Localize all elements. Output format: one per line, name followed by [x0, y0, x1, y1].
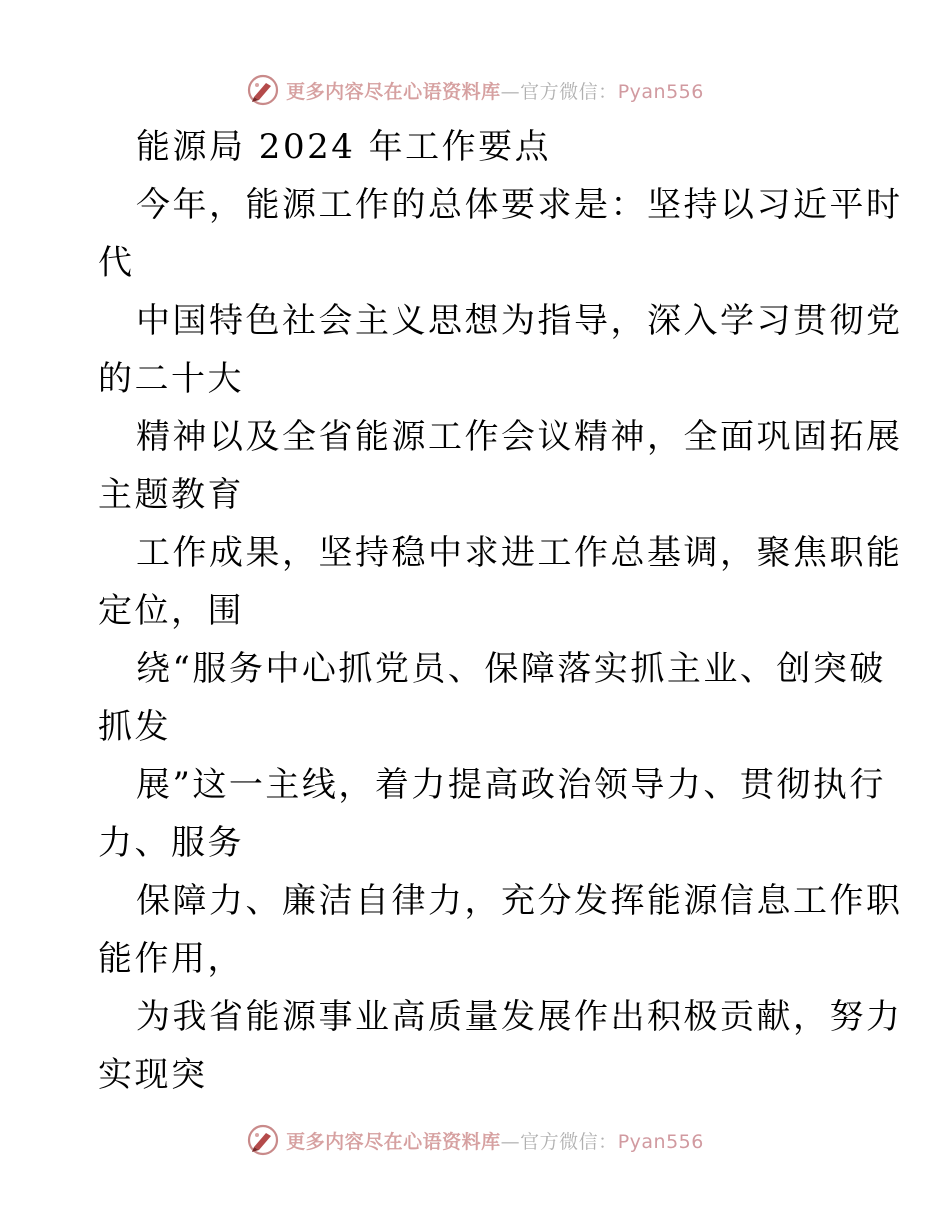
footer-banner-text — [286, 1127, 704, 1154]
banner-separator: — — [500, 1130, 521, 1153]
paragraph-line: 能作用， — [98, 939, 244, 979]
banner-wechat-id: Pyan556 — [617, 1130, 704, 1153]
document-body — [98, 118, 903, 1104]
paragraph-line: 绕“服务中心抓党员、保障落实抓主业、创突破 — [136, 649, 886, 689]
paragraph-line: 主题教育 — [98, 475, 244, 515]
banner-separator: — — [500, 80, 521, 103]
paragraph-line: 工作成果，坚持稳中求进工作总基调，聚焦职能 — [136, 533, 903, 573]
banner-official-label: 官方微信： — [520, 80, 618, 103]
footer-banner — [0, 1120, 950, 1160]
banner-main-text: 更多内容尽在心语资料库 — [286, 80, 501, 103]
paragraph-line: 抓发 — [98, 707, 171, 747]
banner-official-label: 官方微信： — [520, 1130, 618, 1153]
paragraph-line: 实现突 — [98, 1055, 208, 1095]
header-banner — [0, 70, 950, 110]
paragraph-line: 的二十大 — [98, 359, 244, 399]
pen-logo-icon — [246, 1123, 280, 1157]
paragraph-line: 展”这一主线，着力提高政治领导力、贯彻执行 — [136, 765, 886, 805]
document-title: 能源局 2024 年工作要点 — [136, 127, 552, 167]
paragraph-line: 保障力、廉洁自律力，充分发挥能源信息工作职 — [136, 881, 903, 921]
banner-main-text: 更多内容尽在心语资料库 — [286, 1130, 501, 1153]
paragraph-line: 为我省能源事业高质量发展作出积极贡献，努力 — [136, 997, 903, 1037]
footer-banner-inner — [246, 1123, 704, 1157]
paragraph-line: 今年，能源工作的总体要求是：坚持以习近平时 — [136, 185, 903, 225]
paragraph-line: 精神以及全省能源工作会议精神，全面巩固拓展 — [136, 417, 903, 457]
paragraph-line: 定位，围 — [98, 591, 244, 631]
header-banner-inner — [246, 73, 704, 107]
paragraph-line: 代 — [98, 243, 135, 283]
paragraph-line: 中国特色社会主义思想为指导，深入学习贯彻党 — [136, 301, 903, 341]
paragraph-line: 力、服务 — [98, 823, 244, 863]
pen-logo-icon — [246, 73, 280, 107]
banner-wechat-id: Pyan556 — [617, 80, 704, 103]
header-banner-text — [286, 77, 704, 104]
